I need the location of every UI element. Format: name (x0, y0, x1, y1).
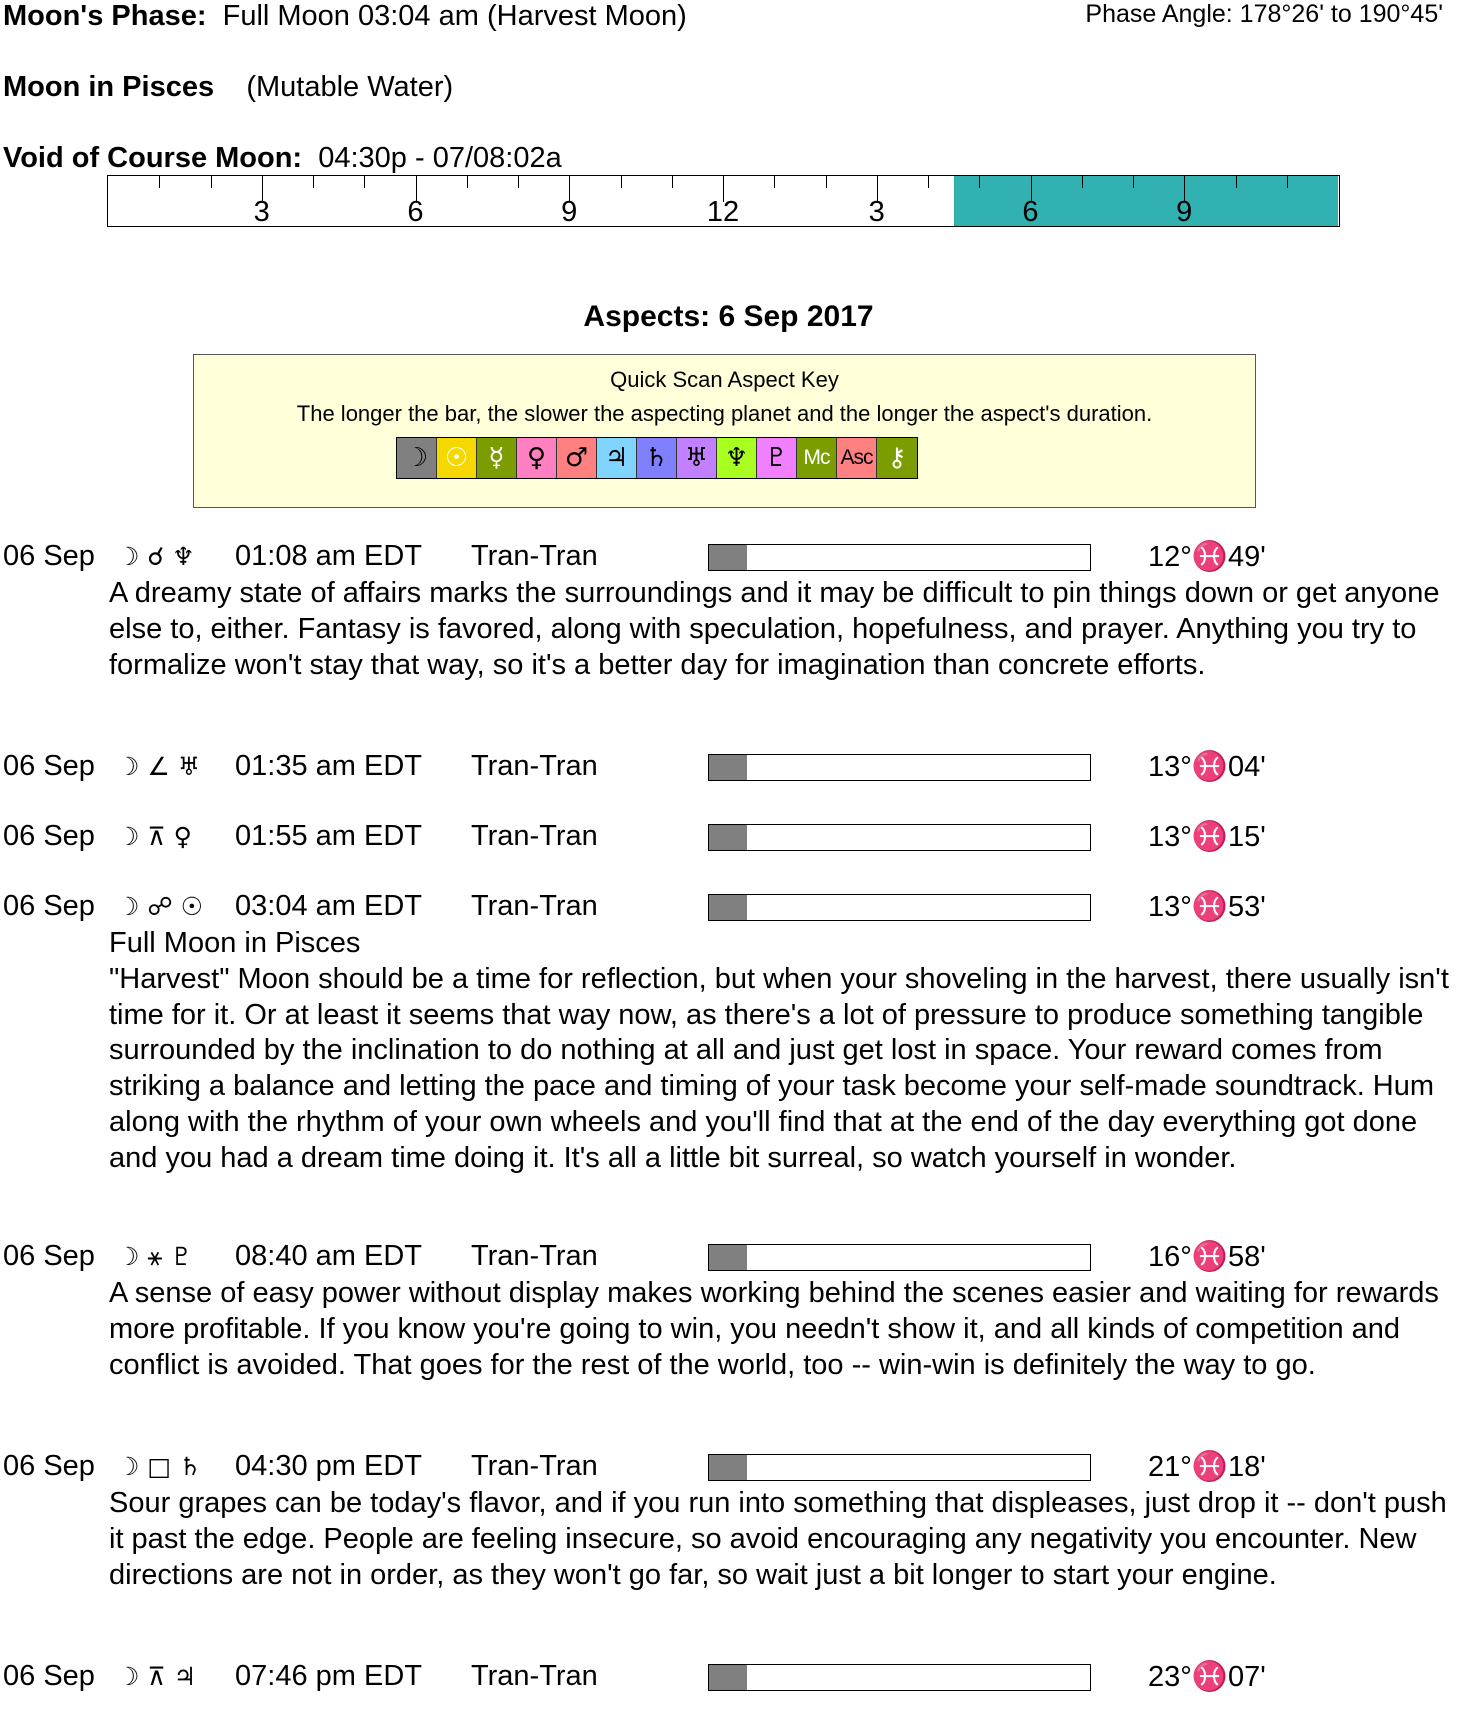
aspect-duration-fill (709, 755, 747, 780)
timeline-hour-label: 12 (706, 196, 740, 228)
aspect-header (0, 820, 1457, 856)
aspect-position: 23°♓07' (1148, 1661, 1266, 1693)
timeline-tick (774, 176, 775, 188)
voc-value: 04:30p - 07/08:02a (318, 142, 562, 174)
aspect-type: Tran-Tran (471, 540, 598, 572)
neptune-icon: ♆ (717, 438, 757, 478)
timeline-tick (159, 176, 160, 188)
timeline-tick (1236, 176, 1237, 188)
aspect-glyphs-icon: ☽ ⊼ ♀ (117, 822, 192, 851)
timeline-tick (211, 176, 212, 188)
moon-phase-line (3, 0, 687, 33)
aspect-type: Tran-Tran (471, 1660, 598, 1692)
aspect-time: 01:55 am EDT (235, 820, 422, 852)
timeline-hour-label: 9 (561, 196, 578, 228)
aspect-position: 12°♓49' (1148, 541, 1266, 573)
timeline-tick (1287, 176, 1288, 188)
aspect-key-description: The longer the bar, the slower the aspecting planet and the longer the aspect's duration. (296, 401, 1153, 426)
timeline-tick (621, 176, 622, 188)
aspect-type: Tran-Tran (471, 820, 598, 852)
aspect-duration-fill (709, 895, 747, 920)
moon-sign-line (3, 71, 453, 104)
aspect-time: 01:08 am EDT (235, 540, 422, 572)
aspect-date: 06 Sep (3, 1450, 95, 1482)
mars-icon: ♂ (557, 438, 597, 478)
aspect-description: "Harvest" Moon should be a time for reflection, but when your shoveling in the harvest, there usually isn't time for it. Or at least it seems that way now, as there's a lot of pressure to produce something tangible surrounded by the inclination to do nothing at all and just get lost in space. Your reward comes from striking a balance and letting the pace and timing of your task become your self-made soundtrack. Hum along with the rhythm of your own wheels and you'll find that at the end of the day everything got done and you had a dream time doing it. It's all a little bit surreal, so watch yourself in wonder. (109, 962, 1449, 1174)
uranus-icon: ♅ (677, 438, 717, 478)
aspect-glyphs-icon: ☽ □ ♄ (117, 1452, 202, 1481)
aspect-row (0, 890, 1457, 1177)
aspect-position: 13°♓04' (1148, 751, 1266, 783)
voc-line (3, 142, 562, 175)
aspect-header (0, 1240, 1457, 1276)
aspect-row (0, 1660, 1457, 1696)
aspect-time: 01:35 am EDT (235, 750, 422, 782)
aspect-glyphs-icon: ☽ ⚹ ♇ (117, 1242, 193, 1271)
timeline-tick (672, 176, 673, 188)
aspect-duration-fill (709, 545, 747, 570)
voc-timeline (107, 175, 1340, 227)
aspect-interpretation (109, 576, 1449, 683)
timeline-hour-label: 6 (1022, 196, 1039, 228)
aspect-date: 06 Sep (3, 820, 95, 852)
aspect-type: Tran-Tran (471, 1450, 598, 1482)
timeline-tick (1082, 176, 1083, 188)
aspect-glyphs-icon: ☽ ☍ ☉ (117, 892, 204, 921)
aspect-duration-bar (708, 544, 1091, 571)
aspect-duration-fill (709, 1245, 747, 1270)
aspect-description: A sense of easy power without display makes working behind the scenes easier and waiting for rewards more profitable. If you know you're going to win, you needn't show it, and all kinds of competition and conflict is avoided. That goes for the rest of the world, too -- win-win is definitely the way to go. (109, 1277, 1439, 1381)
ascendant-icon: Asc (837, 438, 877, 478)
aspect-duration-fill (709, 1455, 747, 1480)
midheaven-icon: Mc (797, 438, 837, 478)
timeline-tick (313, 176, 314, 188)
aspect-row (0, 1450, 1457, 1593)
aspect-glyphs-icon: ☽ ⊼ ♃ (117, 1662, 197, 1691)
voc-label: Void of Course Moon: (3, 142, 303, 174)
aspect-type: Tran-Tran (471, 1240, 598, 1272)
timeline-hour-label: 3 (253, 196, 270, 228)
voc-period-fill (954, 176, 1338, 226)
aspect-time: 07:46 pm EDT (235, 1660, 422, 1692)
aspect-header (0, 1450, 1457, 1486)
moon-phase-value: Full Moon 03:04 am (Harvest Moon) (222, 0, 687, 32)
aspect-header (0, 750, 1457, 786)
aspect-duration-bar (708, 1454, 1091, 1481)
aspect-time: 08:40 am EDT (235, 1240, 422, 1272)
phase-angle: Phase Angle: 178°26' to 190°45' (1085, 0, 1443, 28)
aspect-date: 06 Sep (3, 540, 95, 572)
saturn-icon: ♄ (637, 438, 677, 478)
aspect-key-box (193, 354, 1256, 508)
timeline-tick (979, 176, 980, 188)
aspect-duration-fill (709, 825, 747, 850)
aspect-position: 16°♓58' (1148, 1241, 1266, 1273)
venus-icon: ♀ (517, 438, 557, 478)
aspect-duration-bar (708, 824, 1091, 851)
aspect-description: Sour grapes can be today's flavor, and if you run into something that displeases, just drop it -- don't push it past the edge. People are feeling insecure, so avoid encouraging any negativity you encounter. New directions are not in order, as they won't go far, so wait just a bit longer to start your engine. (109, 1487, 1447, 1591)
sun-icon: ☉ (437, 438, 477, 478)
aspect-duration-bar (708, 1664, 1091, 1691)
aspect-description: A dreamy state of affairs marks the surroundings and it may be difficult to pin things down or get anyone else to, either. Fantasy is favored, along with speculation, hopefulness, and prayer. Anything you try to formalize won't stay that way, so it's a better day for imagination than concrete efforts. (109, 577, 1440, 681)
aspect-subtitle: Full Moon in Pisces (109, 927, 361, 959)
moon-sign-value: (Mutable Water) (246, 71, 454, 103)
aspect-row (0, 750, 1457, 786)
aspect-type: Tran-Tran (471, 890, 598, 922)
aspect-date: 06 Sep (3, 1240, 95, 1272)
aspect-header (0, 890, 1457, 926)
aspect-date: 06 Sep (3, 890, 95, 922)
aspect-row (0, 1240, 1457, 1383)
timeline-tick (928, 176, 929, 188)
aspect-header (0, 540, 1457, 576)
aspects-title: Aspects: 6 Sep 2017 (583, 300, 874, 333)
aspect-header (0, 1660, 1457, 1696)
aspect-position: 13°♓53' (1148, 891, 1266, 923)
aspect-glyphs-icon: ☽ ∠ ♅ (117, 752, 201, 781)
aspect-date: 06 Sep (3, 750, 95, 782)
aspect-key-glyphs (396, 437, 918, 479)
moon-icon: ☽ (397, 438, 437, 478)
aspect-type: Tran-Tran (471, 750, 598, 782)
moon-sign-label: Moon in Pisces (3, 71, 215, 103)
timeline-tick (826, 176, 827, 188)
chiron-icon: ⚷ (877, 438, 917, 478)
aspect-interpretation (109, 1276, 1449, 1383)
timeline-hour-label: 9 (1176, 196, 1193, 228)
aspect-position: 21°♓18' (1148, 1451, 1266, 1483)
timeline-tick (364, 176, 365, 188)
aspect-glyphs-icon: ☽ ☌ ♆ (117, 542, 195, 571)
aspect-row (0, 540, 1457, 683)
aspect-duration-bar (708, 894, 1091, 921)
aspect-duration-bar (708, 754, 1091, 781)
jupiter-icon: ♃ (597, 438, 637, 478)
mercury-icon: ☿ (477, 438, 517, 478)
aspect-interpretation (109, 1486, 1449, 1593)
aspect-date: 06 Sep (3, 1660, 95, 1692)
aspect-duration-fill (709, 1665, 747, 1690)
aspect-position: 13°♓15' (1148, 821, 1266, 853)
aspect-key-title: Quick Scan Aspect Key (610, 367, 839, 392)
aspect-time: 03:04 am EDT (235, 890, 422, 922)
timeline-hour-label: 6 (407, 196, 424, 228)
pluto-icon: ♇ (757, 438, 797, 478)
aspect-interpretation (109, 926, 1449, 1177)
timeline-tick (467, 176, 468, 188)
moon-phase-label: Moon's Phase: (3, 0, 207, 32)
aspect-duration-bar (708, 1244, 1091, 1271)
timeline-tick (1133, 176, 1134, 188)
aspect-row (0, 820, 1457, 856)
timeline-tick (518, 176, 519, 188)
aspect-time: 04:30 pm EDT (235, 1450, 422, 1482)
timeline-hour-label: 3 (868, 196, 885, 228)
